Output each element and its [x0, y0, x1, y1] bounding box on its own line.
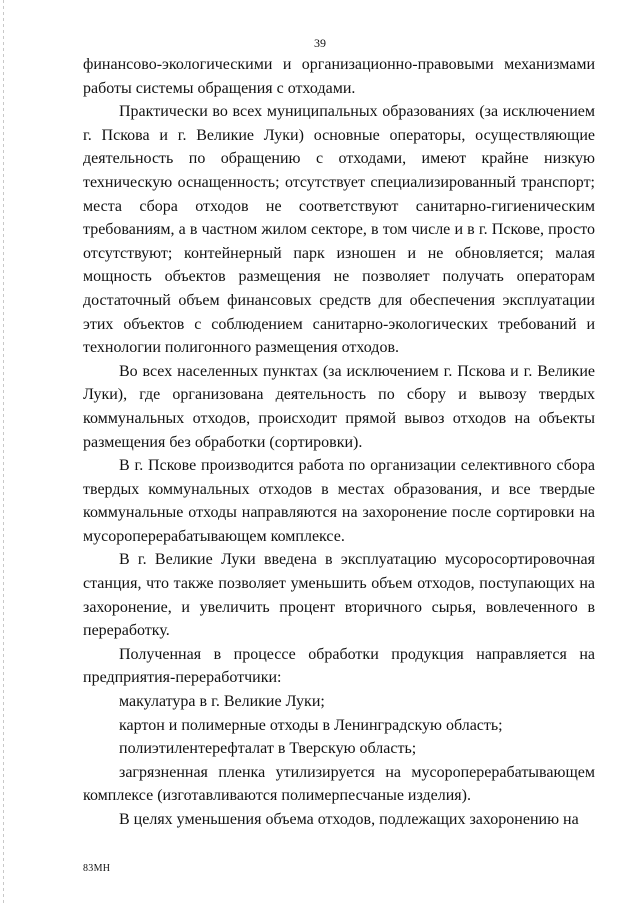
list-item: макулатура в г. Великие Луки;: [119, 693, 325, 711]
paragraph-operators: Практически во всех муниципальных образованиях (за исключением г. Пскова и г. Великие Луки) основные операторы, осуществляющие деятельность по обращению с отходами, имеют крайне низкую техническую оснащенность; отсутствует специализированный транспорт; места сбора отходов не соответствуют санитарно-гигиеническим требованиям, а в частном жилом секторе, в том числе и в г. Пскове, просто отсутствуют; контейнерный парк изношен и не обновляется; малая мощность объектов размещения не позволяет получать операторам достаточный объем финансовых средств для обеспечения эксплуатации этих объектов с соблюдением санитарно-экологических требований и технологии полигонного размещения отходов.: [83, 103, 595, 357]
document-body: [83, 53, 595, 832]
paragraph-products: Полученная в процессе обработки продукция направляется на предприятия-переработчики:: [83, 645, 595, 687]
footer-code: 83МН: [83, 863, 111, 874]
scan-edge-line: [3, 0, 4, 905]
paragraph-continuation: финансово-экологическими и организационно-правовыми механизмами работы системы обращения с отходами.: [83, 56, 595, 97]
paragraph-velikie-luki: В г. Великие Луки введена в эксплуатацию мусоросортировочная станция, что также позволяет уменьшить объем отходов, поступающих на захоронение, и увеличить процент вторичного сырья, вовлеченного в переработку.: [83, 551, 595, 640]
page-number: 39: [314, 36, 326, 50]
list-item: картон и полимерные отходы в Ленинградскую область;: [119, 716, 503, 734]
list-item: полиэтилентерефталат в Тверскую область;: [119, 740, 417, 758]
paragraph-pskov: В г. Пскове производится работа по организации селективного сбора твердых коммунальных отходов в местах образования, и все твердые коммунальные отходы направляются на захоронение после сортировки на мусороперерабатывающем комплексе.: [83, 457, 595, 545]
paragraph-settlements: Во всех населенных пунктах (за исключением г. Пскова и г. Великие Луки), где организована деятельность по сбору и вывозу твердых коммунальных отходов, происходит прямой вывоз отходов на объекты размещения без обработки (сортировки).: [83, 362, 595, 451]
paragraph-reduction: В целях уменьшения объема отходов, подлежащих захоронению на: [119, 811, 579, 828]
paragraph-film: загрязненная пленка утилизируется на мусороперерабатывающем комплексе (изготавливаются полимерпесчаные изделия).: [83, 763, 595, 805]
